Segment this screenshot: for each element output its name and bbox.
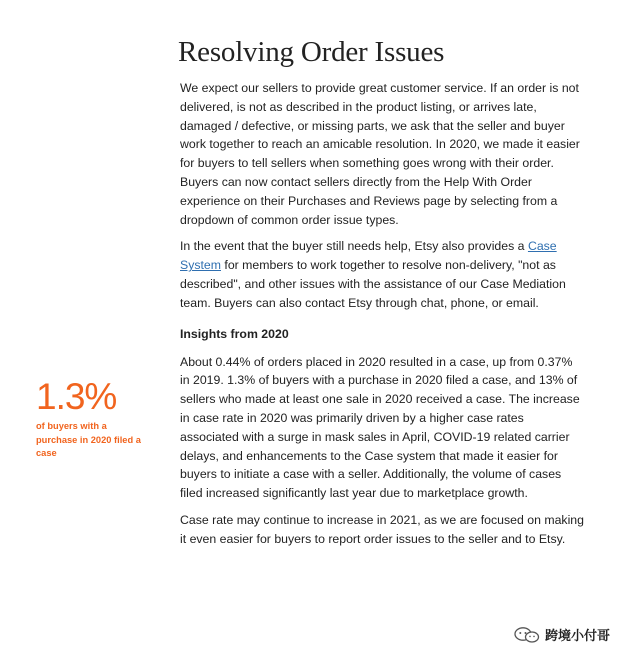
watermark-text: 跨境小付哥 [545,629,611,644]
page-title: Resolving Order Issues [178,36,445,68]
case-system-text-after: for members to work together to resolve non-delivery, "not as described", and other issues with the assistance of our Case Mediation team. Buyers can also contact Etsy through chat, phone, or email. [180,258,566,310]
case-system-text-before: In the event that the buyer still needs help, Etsy also provides a [180,239,528,254]
stat-callout [36,376,156,461]
case-system-link[interactable]: Case System [180,239,557,273]
stat-caption: of buyers with a purchase in 2020 filed a case [36,421,141,458]
insights-paragraph: About 0.44% of orders placed in 2020 resulted in a case, up from 0.37% in 2019. 1.3% of buyers with a purchase in 2020 filed a case, and 13% of sellers who made at least one sale in 2020 received a case. The increase in case rate in 2020 was primarily driven by a higher case rates associated with a surge in mask sales in April, COVID-19 related carrier delays, and enhancements to the Case system that made it easier for buyers to initiate a case with a seller. Additionally, the volume of cases filed increased significantly last year due to marketplace growth. [180,354,580,501]
case-system-paragraph [180,237,585,312]
insights-heading: Insights from 2020 [180,326,289,341]
outlook-paragraph: Case rate may continue to increase in 2021, as we are focused on making it even easier for buyers to report order issues to the seller and to Etsy. [180,512,584,546]
stat-value: 1.3% [36,376,117,417]
watermark [514,625,610,644]
wechat-icon [514,627,540,643]
article-body [180,79,585,557]
intro-paragraph: We expect our sellers to provide great customer service. If an order is not delivered, is not as described in the product listing, or arrives late, damaged / defective, or missing parts, we ask that the seller and buyer work together to reach an amicable resolution. In 2020, we made it easier for buyers to tell sellers when something goes wrong with their order. Buyers can now contact sellers directly from the Help With Order experience on their Purchases and Reviews page by selecting from a dropdown of common order issue types. [180,81,580,227]
